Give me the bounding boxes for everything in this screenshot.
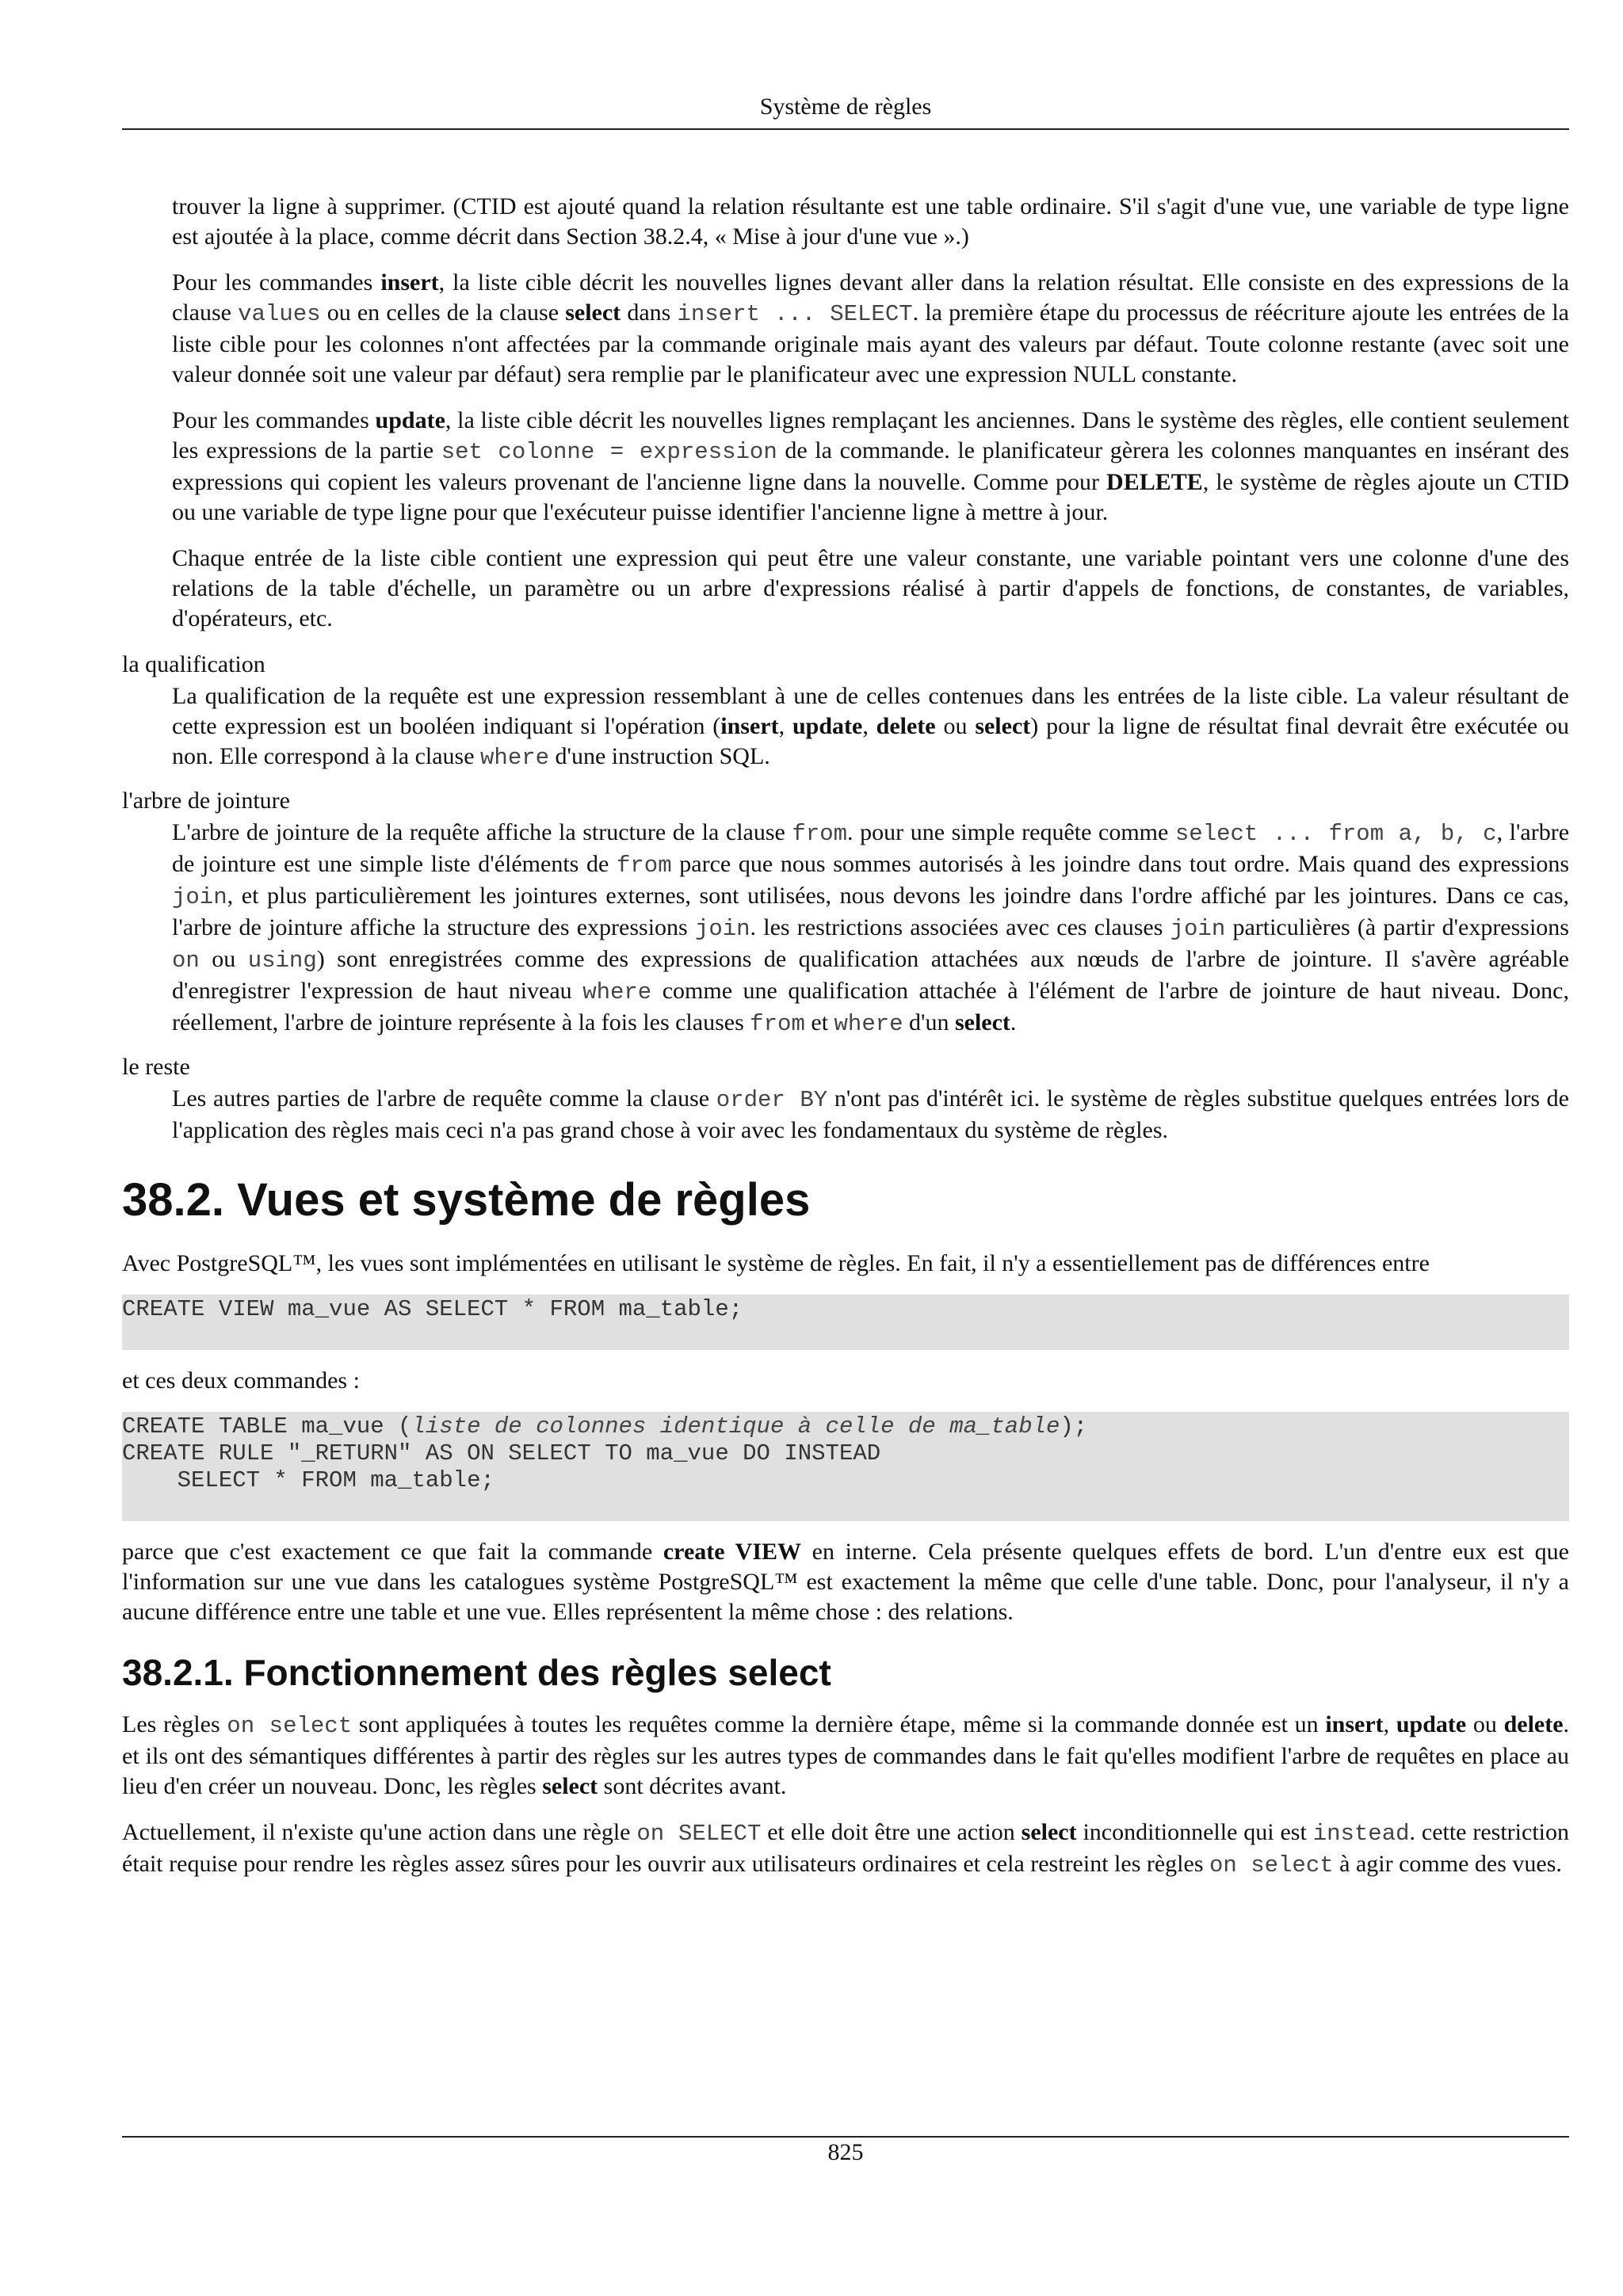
- subsection-heading: [122, 1651, 1569, 1694]
- text-run: particulières (à partir d'expressions: [1225, 914, 1569, 940]
- text-run: de la commande. le planificateur gèrera les colonnes manquantes en insérant des expressions qui copient les valeurs provenant de l'ancienne ligne dans la nouvelle. Comme pour: [172, 437, 1569, 495]
- text-run: dans: [621, 299, 678, 326]
- bold-text: select: [542, 1773, 598, 1799]
- text-run: Les règles: [122, 1711, 227, 1737]
- text-run: . et ils ont des sémantiques différentes à partir des règles sur les autres types de commandes dans le fait qu'elles modifient l'arbre de requêtes en place au lieu d'en créer un nouveau. Donc, les règles: [122, 1711, 1570, 1799]
- text-run: sont décrites avant.: [598, 1773, 787, 1799]
- text-run: d'une instruction SQL.: [549, 743, 770, 769]
- definition-body: [172, 818, 1569, 1039]
- inline-code: join: [694, 916, 750, 942]
- footer-rule: [122, 2136, 1569, 2138]
- bold-text: insert: [380, 269, 439, 296]
- text-run: ,: [862, 713, 876, 739]
- text-run: et ces deux commandes :: [122, 1367, 360, 1394]
- text-run: ,: [1383, 1711, 1396, 1737]
- text-run: et elle doit être une action: [761, 1819, 1022, 1845]
- bold-text: DELETE: [1106, 469, 1203, 495]
- text-run: ) pour la ligne de résultat final devrait être exécutée ou non. Elle correspond à la clause: [172, 713, 1570, 769]
- bold-text: insert: [1325, 1711, 1384, 1737]
- text-run: . pour une simple requête comme: [847, 819, 1175, 845]
- running-header: Système de règles: [759, 93, 932, 120]
- inline-code: from: [792, 821, 848, 847]
- paragraph: [172, 543, 1569, 634]
- definition-term: [122, 650, 1569, 680]
- text-run: . la première étape du processus de réécriture ajoute les entrées de la liste cible pour les colonnes n'ont affectées par la commande originale mais ayant des valeurs par défaut. Toute colonne restante (avec soit une valeur donnée soit une valeur par défaut) sera remplie par le planificateur avec une expression NULL constante.: [172, 299, 1569, 387]
- text-run: . cette restriction était requise pour rendre les règles assez sûres pour les ouvrir aux utilisateurs ordinaires et cela restreint les règles: [122, 1819, 1569, 1877]
- paragraph: [122, 1249, 1569, 1279]
- text-run: Actuellement, il n'existe qu'une action dans une règle: [122, 1819, 637, 1845]
- section-heading: [122, 1174, 1569, 1226]
- definition-term: [122, 1052, 1569, 1082]
- inline-code: instead: [1312, 1821, 1410, 1847]
- text-run: , la liste cible décrit les nouvelles lignes devant aller dans la relation résultat. Elle consiste en des expressions de la clause: [172, 269, 1569, 326]
- inline-code: from: [617, 852, 672, 879]
- code-block: [122, 1412, 1569, 1521]
- text-run: sont appliquées à toutes les requêtes comme la dernière étape, même si la commande donnée est un: [352, 1711, 1326, 1737]
- bold-text: select: [954, 1009, 1010, 1035]
- text-run: La qualification de la requête est une expression ressemblant à une de celles contenues dans les entrées de la liste cible. La valeur résultant de cette expression est un booléen indiquant si l'opération (: [172, 683, 1569, 739]
- text-run: .: [1010, 1009, 1017, 1035]
- text-run: ); CREATE RULE "_RETURN" AS ON SELECT TO ma_vue DO INSTEAD SELECT * FROM ma_table;: [122, 1413, 1088, 1493]
- inline-code: where: [834, 1011, 903, 1037]
- text-run: trouver la ligne à supprimer. (CTID est ajouté quand la relation résultante est une table ordinaire. S'il s'agit d'une vue, une variable de type ligne est ajoutée à la place, comme décrit dans Section 38.2.4, « Mise à jour d'une vue ».): [172, 193, 1569, 250]
- inline-code: select ... from a, b, c: [1174, 821, 1497, 847]
- paragraph: [122, 1537, 1569, 1627]
- text-run: Pour les commandes: [172, 407, 376, 433]
- definition-body: [172, 1084, 1569, 1146]
- text-run: à agir comme des vues.: [1333, 1851, 1562, 1877]
- text-run: , la liste cible décrit les nouvelles lignes remplaçant les anciennes. Dans le système des règles, elle contient seulement les expressions de la partie: [172, 407, 1569, 463]
- inline-code: on: [172, 948, 200, 974]
- paragraph: [122, 1817, 1569, 1881]
- text-run: et: [804, 1009, 834, 1035]
- definition-term: [122, 786, 1569, 816]
- inline-code: order BY: [716, 1087, 828, 1113]
- bold-text: create VIEW: [663, 1539, 802, 1565]
- code-placeholder: liste de colonnes identique à celle de ma_table: [411, 1413, 1060, 1440]
- text-run: ou: [935, 713, 976, 739]
- text-run: en interne. Cela présente quelques effets de bord. L'un d'entre eux est que l'information sur une vue dans les catalogues système PostgreSQL™ est exactement la même que celle d'une table. Donc, pour l'analyseur, il n'y a aucune différence entre une table et une vue. Elles représentent la même chose : des relations.: [122, 1539, 1569, 1625]
- text-run: ou en celles de la clause: [320, 299, 566, 326]
- text-run: parce que c'est exactement ce que fait la commande: [122, 1539, 663, 1565]
- inline-code: using: [247, 948, 317, 974]
- text-run: ou: [199, 946, 248, 972]
- bold-text: insert: [720, 713, 779, 739]
- text-run: le reste: [122, 1054, 190, 1080]
- paragraph: [122, 1710, 1569, 1802]
- text-run: Avec PostgreSQL™, les vues sont implémentées en utilisant le système de règles. En fait, il n'y a essentiellement pas de différences entre: [122, 1250, 1430, 1276]
- text-run: . les restrictions associées avec ces clauses: [750, 914, 1170, 940]
- text-run: 38.2.1. Fonctionnement des règles select: [122, 1652, 831, 1693]
- inline-code: join: [1170, 916, 1226, 942]
- bold-text: update: [1396, 1711, 1467, 1737]
- text-run: Chaque entrée de la liste cible contient une expression qui peut être une valeur constante, une variable pointant vers une colonne d'une des relations de la table d'échelle, un paramètre ou un arbre d'expressions réalisé à partir d'appels de fonctions, de constantes, de variables, d'opérateurs, etc.: [172, 545, 1569, 631]
- inline-code: set colonne = expression: [441, 439, 777, 465]
- text-run: la qualification: [122, 651, 265, 677]
- definition-body: [172, 681, 1569, 773]
- page-content: [122, 192, 1569, 1897]
- inline-code: values: [238, 301, 321, 327]
- bold-text: select: [1021, 1819, 1077, 1845]
- bold-text: select: [565, 299, 621, 326]
- inline-code: on SELECT: [636, 1821, 762, 1847]
- paragraph: [172, 192, 1569, 252]
- inline-code: where: [480, 745, 550, 771]
- bold-text: update: [375, 407, 445, 433]
- bold-text: delete: [1503, 1711, 1564, 1737]
- bold-text: select: [975, 713, 1031, 739]
- inline-code: on select: [1209, 1852, 1334, 1878]
- text-run: inconditionnelle qui est: [1076, 1819, 1313, 1845]
- header-rule: [122, 128, 1569, 130]
- inline-code: on select: [227, 1713, 353, 1739]
- page-number: 825: [827, 2139, 864, 2165]
- text-run: parce que nous sommes autorisés à les joindre dans tout ordre. Mais quand des expressions: [671, 851, 1569, 877]
- inline-code: where: [582, 979, 652, 1005]
- inline-code: insert ... SELECT: [677, 301, 913, 327]
- paragraph: [172, 268, 1569, 390]
- text-run: ou: [1466, 1711, 1504, 1737]
- text-run: Pour les commandes: [172, 269, 381, 296]
- paragraph: [172, 406, 1569, 528]
- text-run: , et plus particulièrement les jointures externes, sont utilisées, nous devons les joindre dans l'ordre affiché par les jointures. Dans ce cas, l'arbre de jointure affiche la structure des expressions: [172, 883, 1569, 940]
- text-run: Les autres parties de l'arbre de requête comme la clause: [172, 1085, 716, 1112]
- text-run: d'un: [903, 1009, 955, 1035]
- inline-code: from: [750, 1011, 805, 1037]
- text-run: comme une qualification attachée à l'élément de l'arbre de jointure de haut niveau. Donc, réellement, l'arbre de jointure représente à la fois les clauses: [172, 978, 1569, 1035]
- text-run: ) sont enregistrées comme des expressions de qualification attachées aux nœuds de l'arbre de jointure. Il s'avère agréable d'enregistrer l'expression de haut niveau: [172, 946, 1569, 1004]
- bold-text: update: [792, 713, 863, 739]
- text-run: 38.2. Vues et système de règles: [122, 1174, 811, 1226]
- text-run: CREATE TABLE ma_vue (: [122, 1413, 412, 1440]
- text-run: n'ont pas d'intérêt ici. le système de règles substitue quelques entrées lors de l'application des règles mais ceci n'a pas grand chose à voir avec les fondamentaux du système de règles.: [172, 1085, 1569, 1143]
- bold-text: delete: [876, 713, 936, 739]
- inline-code: join: [172, 884, 227, 910]
- text-run: , le système de règles ajoute un CTID ou une variable de type ligne pour que l'exécuteur puisse identifier l'ancienne ligne à mettre à jour.: [172, 469, 1570, 525]
- text-run: L'arbre de jointure de la requête affiche la structure de la clause: [172, 819, 792, 845]
- code-block: [122, 1295, 1569, 1350]
- text-run: , l'arbre de jointure est une simple liste d'éléments de: [172, 819, 1570, 877]
- paragraph: [122, 1366, 1569, 1396]
- text-run: ,: [778, 713, 792, 739]
- text-run: CREATE VIEW ma_vue AS SELECT * FROM ma_table;: [122, 1296, 743, 1322]
- text-run: l'arbre de jointure: [122, 788, 290, 814]
